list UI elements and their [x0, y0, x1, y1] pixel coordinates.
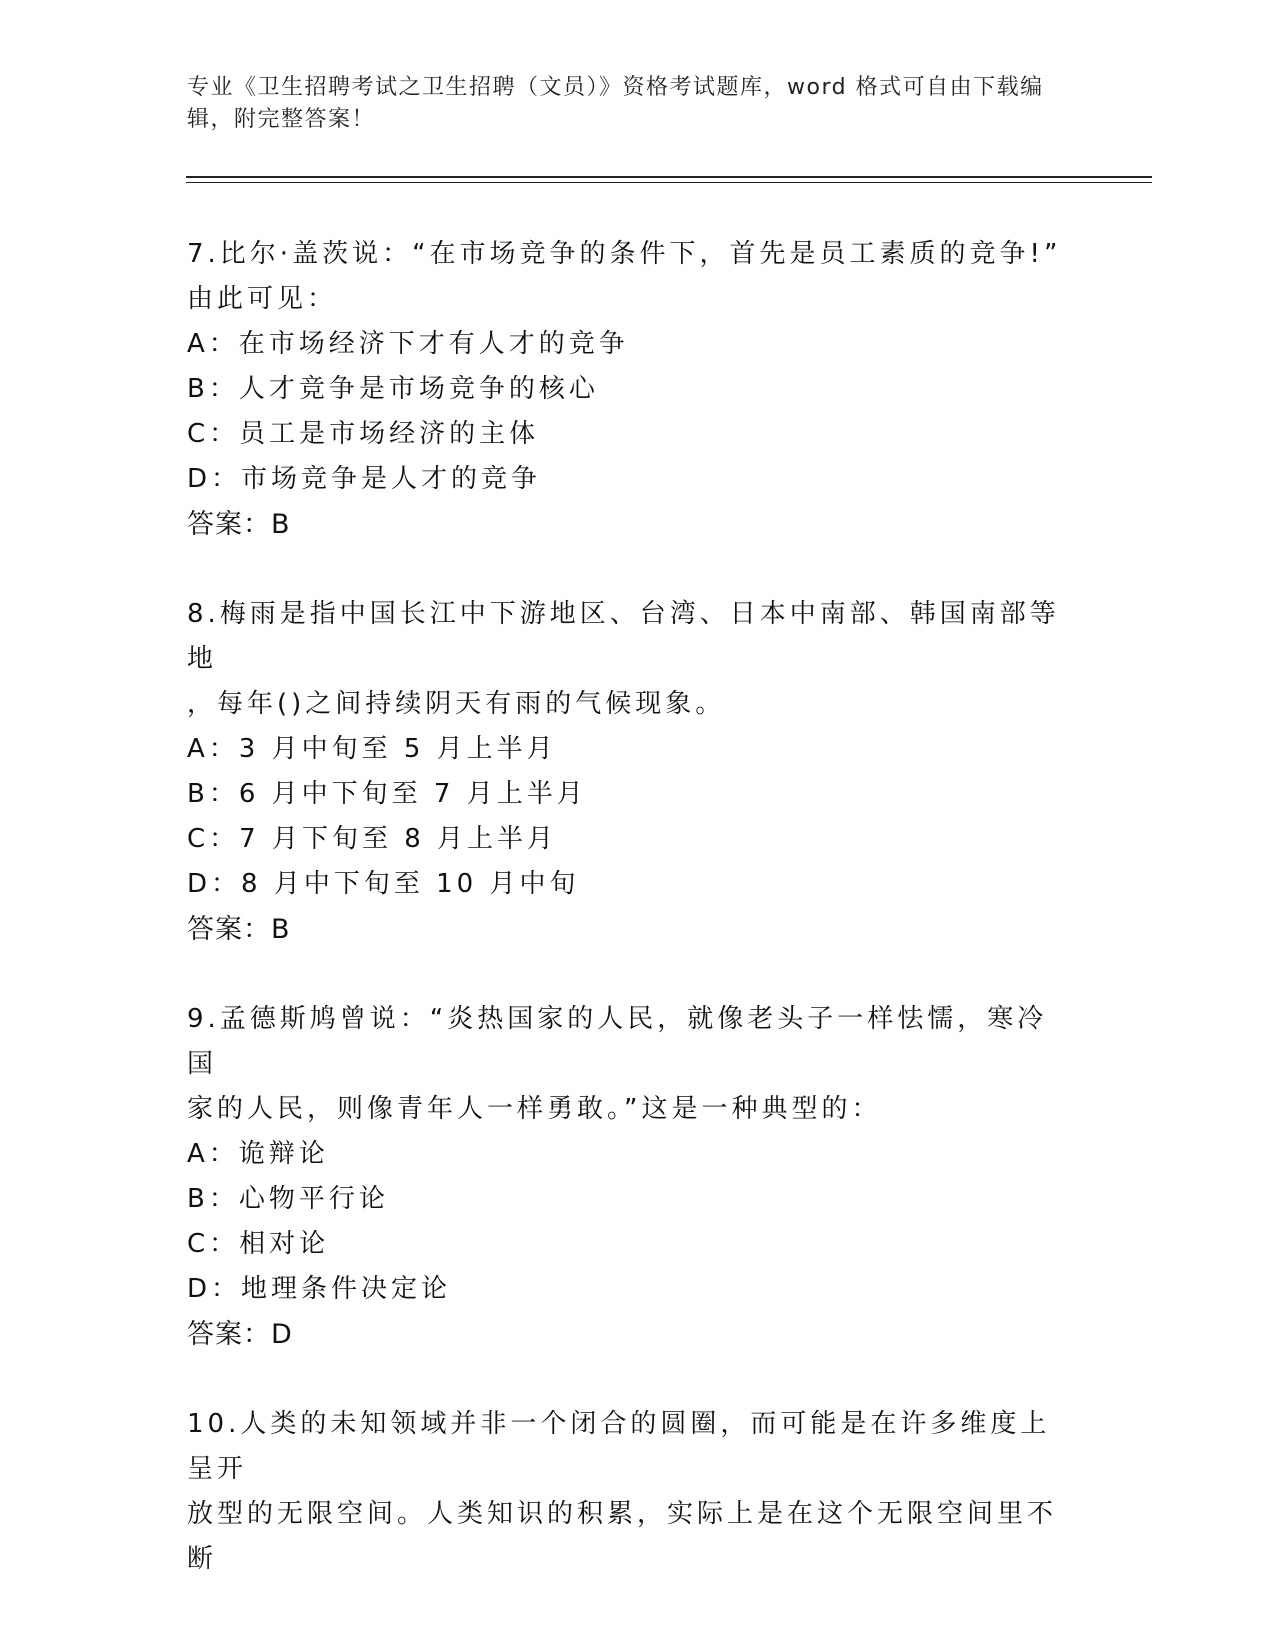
- option-d: D：地理条件决定论: [187, 1274, 452, 1304]
- option-a: A：3 月中旬至 5 月上半月: [187, 734, 557, 764]
- option-a: A：在市场经济下才有人才的竞争: [187, 329, 629, 359]
- question-stem-line: ，每年()之间持续阴天有雨的气候现象。: [187, 689, 726, 719]
- option-d: D：市场竞争是人才的竞争: [187, 464, 542, 494]
- answer-line: 答案：B: [187, 509, 291, 540]
- question-8: [187, 592, 1087, 952]
- option-c: C：员工是市场经济的主体: [187, 419, 540, 449]
- question-7: [187, 232, 1087, 547]
- question-stem-line: 放型的无限空间。人类知识的积累，实际上是在这个无限空间里不断: [187, 1499, 1058, 1574]
- document-header: 专业《卫生招聘考试之卫生招聘（文员）》资格考试题库，word 格式可自由下载编辑，附完整答案！: [187, 75, 1044, 132]
- question-10: [187, 1402, 1087, 1582]
- option-b: B：6 月中下旬至 7 月上半月: [187, 779, 587, 809]
- header-rule-thin: [186, 182, 1152, 183]
- answer-line: 答案：D: [187, 1319, 293, 1350]
- question-stem-line: 8.梅雨是指中国长江中下游地区、台湾、日本中南部、韩国南部等地: [187, 599, 1060, 674]
- question-stem-line: 9.孟德斯鸠曾说：“炎热国家的人民，就像老头子一样怯懦，寒冷国: [187, 1004, 1048, 1079]
- question-stem-line: 家的人民，则像青年人一样勇敢。”这是一种典型的：: [187, 1094, 882, 1124]
- option-d: D：8 月中下旬至 10 月中旬: [187, 869, 580, 899]
- option-c: C：相对论: [187, 1229, 330, 1259]
- answer-line: 答案：B: [187, 914, 291, 945]
- option-b: B：心物平行论: [187, 1184, 389, 1214]
- header-rule-thick: [186, 176, 1152, 178]
- question-list: [187, 232, 1087, 1582]
- option-a: A：诡辩论: [187, 1139, 329, 1169]
- question-stem-line: 10.人类的未知领域并非一个闭合的圆圈，而可能是在许多维度上呈开: [187, 1409, 1051, 1484]
- option-b: B：人才竞争是市场竞争的核心: [187, 374, 599, 404]
- question-9: [187, 997, 1087, 1357]
- question-stem-line: 7.比尔·盖茨说：“在市场竞争的条件下，首先是员工素质的竞争!”: [187, 239, 1062, 269]
- question-stem-line: 由此可见：: [187, 284, 338, 314]
- option-c: C：7 月下旬至 8 月上半月: [187, 824, 558, 854]
